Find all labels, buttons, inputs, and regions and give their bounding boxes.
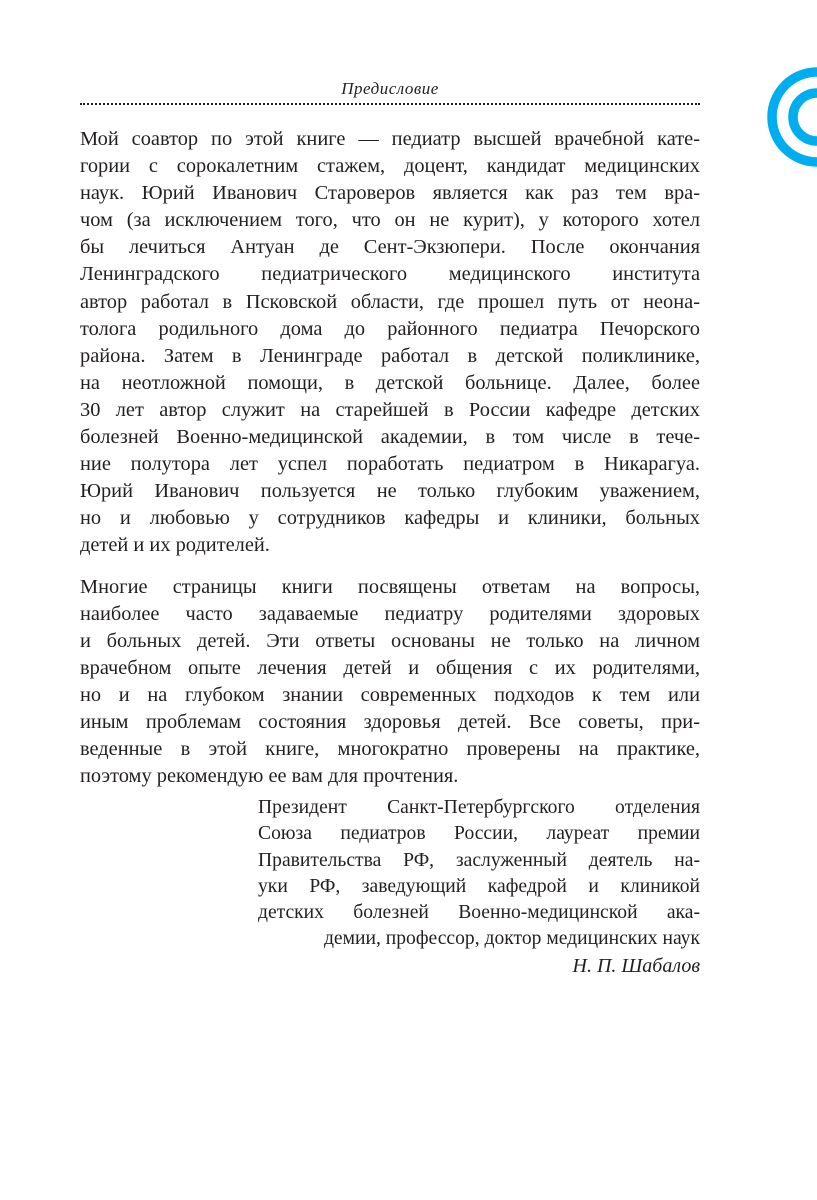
text-line: бы лечиться Антуан де Сент-Экзюпери. После окончания [80,236,700,259]
text-line: автор работал в Псковской области, где прошел путь от неона- [80,290,700,313]
signature-line: уки РФ, заведующий кафедрой и клиникой [258,875,700,897]
author-name: Н. П. Шабалов [572,954,700,977]
text-line: но и любовью у сотрудников кафедры и клиники, больных [80,507,700,530]
signature-line: Союза педиатров России, лауреат премии [258,823,700,845]
text-line: веденные в этой книге, многократно проверены на практике, [80,738,700,761]
text-line: Мой соавтор по этой книге — педиатр высшей врачебной кате- [80,128,700,150]
text-line: Юрий Иванович пользуется не только глубоким уважением, [80,480,700,503]
text-line: района. Затем в Ленинграде работал в детской поликлинике, [80,344,700,367]
text-line: толога родильного дома до районного педиатра Печорского [80,317,700,340]
paragraph-2 [80,574,700,791]
text-line: Ленинградского педиатрического медицинского института [80,263,700,286]
signature-line: Президент Санкт-Петербургского отделения [258,797,700,818]
text-line: но и на глубоком знании современных подходов к тем или [80,683,700,706]
text-line: наиболее часто задаваемые педиатру родителями здоровых [80,602,700,625]
chapter-tab-icon [755,62,817,172]
signature-line: детских болезней Военно-медицинской ака- [258,902,700,924]
header-dotted-rule [80,103,700,105]
text-line: болезней Военно-медицинской академии, в том числе в тече- [80,426,700,449]
text-line: на неотложной помощи, в детской больнице. Далее, более [80,371,700,394]
main-text [80,126,700,790]
running-title: Предисловие [341,79,439,98]
text-line: наук. Юрий Иванович Староверов является как раз тем вра- [80,182,700,205]
text-line: 30 лет автор служит на старейшей в России кафедре детских [80,398,700,421]
text-line: врачебном опыте лечения детей и общения с их родителями, [80,656,700,679]
text-line: иным проблемам состояния здоровья детей. Все советы, при- [80,710,700,733]
text-line: гории с сорокалетним стажем, доцент, кандидат медицинских [80,155,700,178]
text-line: ние полутора лет успел поработать педиатром в Никарагуа. [80,453,700,476]
tab-inner-ring [793,93,817,141]
paragraph-1 [80,126,700,560]
text-line: детей и их родителей. [80,534,270,557]
text-line: Многие страницы книги посвящены ответам на вопросы, [80,575,700,598]
text-line: чом (за исключением того, что он не курит), у которого хотел [80,209,700,232]
signature-line: демии, профессор, доктор медицинских наук [323,928,700,950]
signature-line: Правительства РФ, заслуженный деятель на- [258,849,700,871]
text-line: поэтому рекомендую ее вам для прочтения. [80,765,459,788]
text-line: и больных детей. Эти ответы основаны не только на личном [80,629,700,652]
signature-block [258,795,700,980]
